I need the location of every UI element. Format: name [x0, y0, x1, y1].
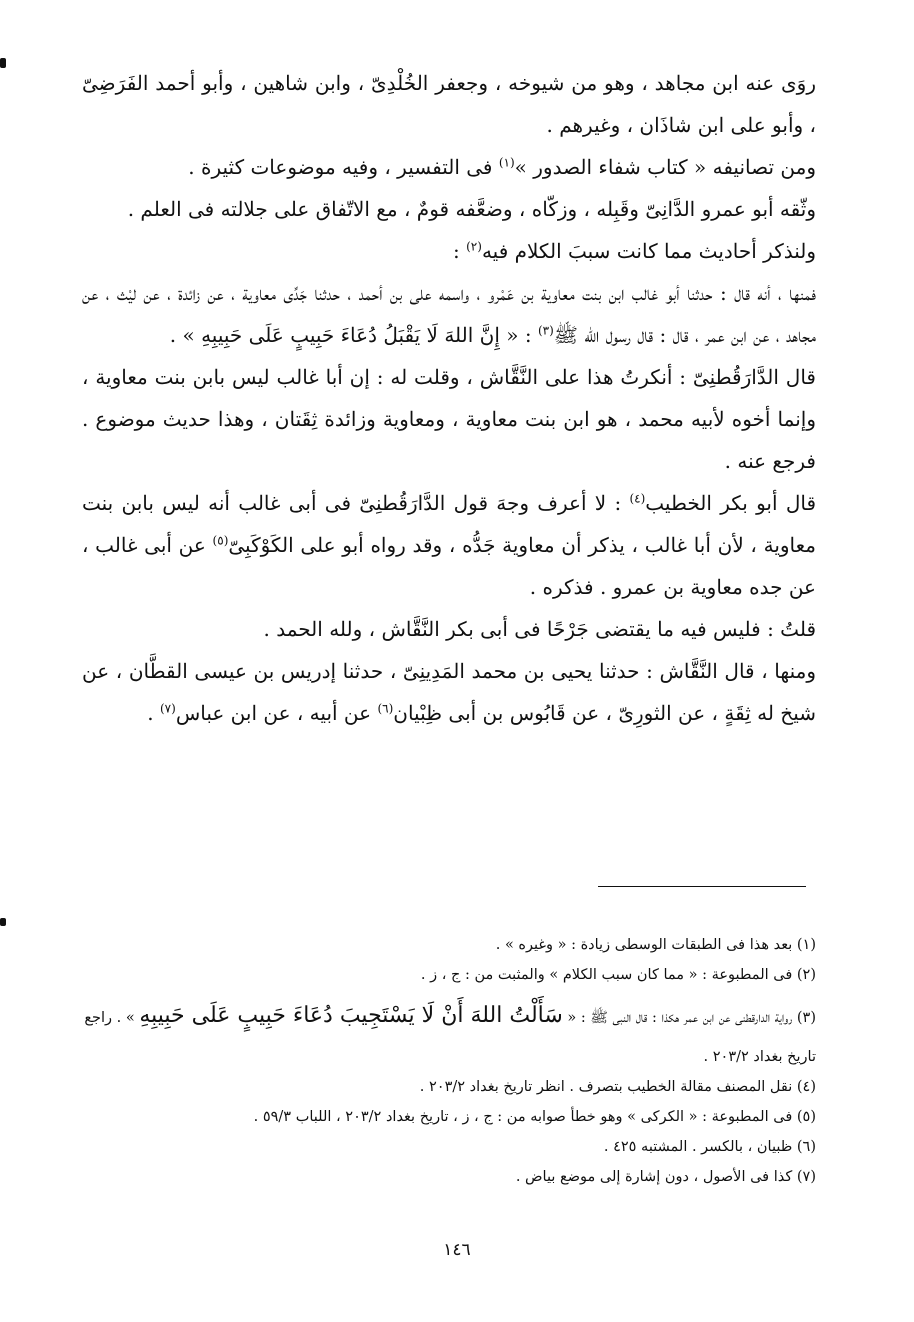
footnote-4: (٤) نقل المصنف مقالة الخطيب بتصرف . انظر تاريخ بغداد ٢٠٣/٢ . [419, 1079, 816, 1095]
paragraph-5: فمنها ، أنه قال : حدثنا أبو غالب ابن بنت معاوية بن عَمْرو ، واسمه على بن أحمد ، حدثنا جَدِّى معاوية ، عن زائدة ، عن ليْث ، عن مجاهد ، عن ابن عمر ، قال : قال رسول الله ﷺ$^{(٣)}$ : « إِنَّ اللهَ لَا يَقْبَلُ دُعَاءَ حَبِيبٍ عَلَى حَبِيبِهِ » . [82, 281, 816, 347]
footnote-ref-7[interactable]: (٧) [159, 701, 176, 716]
footnote-ref-1[interactable]: (١) [498, 155, 515, 170]
footnote-ref-6[interactable]: (٦) [377, 701, 394, 716]
paragraph-6: قال الدَّارَقُطنِىّ : أنكرتُ هذا على النَّقَّاش ، وقلت له : إن أبا غالب ليس بابن بنت معاوية ، وإنما أخوه لأبيه محمد ، هو ابن بنت معاوية ، ومعاوية وزائدة ثِقَتان ، وهذا حديث موضوع . فرجع عنه . [82, 365, 816, 473]
footnote-ref-3[interactable]: (٣) [537, 323, 554, 338]
footnote-6: (٦) ظبيان ، بالكسر . المشتبه ٤٢٥ . [603, 1139, 816, 1155]
page-number: ١٤٦ [443, 1240, 471, 1260]
paragraph-9: ومنها ، قال النَّقَّاش : حدثنا يحيى بن محمد المَدِينِىّ ، حدثنا إدريس بن عيسى القطَّان ، عن شيخ له ثِقَةٍ ، عن الثورِىّ ، عن قَابُوس بن أبى ظِبْيان$^{(٦)}$ عن أبيه ، عن ابن عباس$^{(٧)}$ . [82, 659, 816, 725]
footnote-3-tail: » . راجع تاريخ بغداد ٢٠٣/٢ . [84, 1010, 816, 1065]
paragraph-2: ومن تصانيفه « كتاب شفاء الصدور »$^{(١)}$ فى التفسير ، وفيه موضوعات كثيرة . [188, 155, 816, 179]
paragraph-8: قلتُ : فليس فيه ما يقتضى جَرْحًا فى أبى بكر النَّقَّاش ، ولله الحمد . [263, 617, 816, 641]
footnote-1: (١) بعد هذا فى الطبقات الوسطى زيادة : « وغيره » . [495, 937, 816, 953]
paragraph-7: قال أبو بكر الخطيب$^{(٤)}$ : لا أعرف وجهَ قول الدَّارَقُطنِىّ فى أبى غالب أنه ليس بابن بنت معاوية ، لأن أبا غالب ، يذكر أن معاوية جَدُّه ، وقد رواه أبو على الكَوْكَبِىّ$^{(٥)}$ عن أبى غالب ، عن جده معاوية بن عمرو . فذكره . [82, 491, 817, 599]
footnote-5: (٥) فى المطبوعة : « الكركى » وهو خطأ صوابه من : ج ، ز ، تاريخ بغداد ٢٠٣/٢ ، اللباب ٥٩/٣ . [253, 1109, 816, 1125]
footnote-2: (٢) فى المطبوعة : « مما كان سبب الكلام » والمثبت من : ج ، ز . [420, 967, 816, 983]
footnote-ref-2[interactable]: (٢) [466, 239, 482, 254]
paragraph-4: ولنذكر أحاديث مما كانت سببَ الكلام فيه$^{(٢)}$ : [453, 239, 816, 263]
scan-edge-mark-top [0, 58, 6, 68]
paragraph-3: وثّقه أبو عمرو الدَّانِىّ وقَبِله ، وزكّاه ، وضعَّفه قومٌ ، مع الاتّفاق على جلالته فى العلم . [127, 197, 816, 221]
footnotes [82, 930, 816, 1192]
paragraph-1: روَى عنه ابن مجاهد ، وهو من شيوخه ، وجعفر الخُلْدِىّ ، وابن شاهين ، وأبو أحمد الفَرَضِىّ ، وأبو على ابن شاذَان ، وغيرهم . [82, 71, 816, 137]
footnote-ref-5[interactable]: (٥) [212, 533, 229, 548]
footnote-separator [598, 886, 806, 887]
footnote-ref-4[interactable]: (٤) [629, 491, 646, 506]
scan-edge-mark-bottom [0, 918, 6, 926]
footnote-3-quote: سَأَلْتُ اللهَ أَنْ لَا يَسْتَجِيبَ دُعَاءَ حَبِيبٍ عَلَى حَبِيبِهِ [139, 1003, 563, 1028]
main-text [82, 62, 816, 734]
footnote-3: (٣) رواية الدارقطنى عن ابن عمر هكذا : قال النبى ﷺ : « سَأَلْتُ اللهَ أَنْ لَا يَسْتَجِيبَ دُعَاءَ حَبِيبٍ عَلَى حَبِيبِهِ » . راجع تاريخ بغداد ٢٠٣/٢ . [84, 1003, 816, 1065]
footnote-7: (٧) كذا فى الأصول ، دون إشارة إلى موضع بياض . [515, 1169, 816, 1185]
